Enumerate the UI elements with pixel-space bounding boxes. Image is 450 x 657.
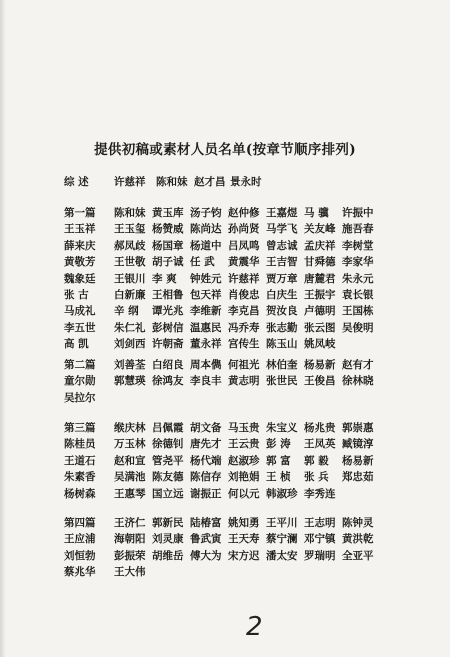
name-cell: 彭 涛 (266, 438, 291, 451)
name-cell: 赵淑珍 (228, 454, 260, 467)
name-cell: 曾志诚 (266, 239, 298, 252)
name-cell: 张云图 (304, 321, 336, 334)
name-cell: 胡子诚 (152, 256, 184, 269)
name-cell: 徐德钊 (152, 438, 184, 451)
name-cell: 刘艳娟 (228, 471, 260, 484)
name-cell: 李家华 (342, 256, 374, 269)
name-cell: 魏象廷 (64, 272, 96, 285)
name-cell: 宋方迟 (228, 549, 260, 562)
name-cell: 李 爽 (152, 272, 177, 285)
section-row (64, 486, 420, 502)
name-cell: 韩淑珍 (266, 487, 298, 500)
name-cell: 周本儁 (190, 359, 222, 371)
name-cell: 黄敬芳 (64, 256, 96, 269)
name-cells (114, 174, 268, 190)
name-cells (64, 271, 380, 287)
section-row (64, 254, 420, 270)
name-cell: 郭 毅 (304, 454, 329, 467)
name-cell: 赵和宣 (114, 454, 146, 467)
name-cells (64, 531, 380, 547)
name-cell: 王济仁 (114, 517, 146, 529)
name-cell: 王俊昌 (304, 375, 336, 388)
name-cell: 王玉玺 (114, 223, 146, 236)
name-cell: 赵仲修 (228, 207, 260, 219)
name-cell: 李维新 (190, 305, 222, 318)
section-part-3 (64, 420, 420, 502)
name-cells (64, 548, 380, 564)
name-cell: 何以元 (228, 487, 260, 500)
section-row (64, 469, 420, 485)
section-label: 第三篇 (64, 422, 96, 434)
name-cell: 管尧平 (152, 454, 184, 467)
name-cell: 王世敬 (114, 256, 146, 269)
name-cell: 白庆生 (266, 288, 298, 301)
name-cell: 傅大为 (190, 549, 222, 562)
name-cell: 朱永元 (342, 272, 374, 285)
name-cell: 王振宇 (304, 288, 336, 301)
name-cell: 张 古 (64, 288, 89, 301)
name-cell: 朱仁礼 (114, 321, 146, 334)
section-row (64, 420, 420, 436)
section-row (64, 320, 420, 336)
section-label: 第二篇 (64, 359, 96, 371)
name-cell: 孙尚贤 (228, 223, 260, 236)
name-cell: 王大伟 (114, 566, 146, 579)
name-cell: 任 武 (190, 256, 215, 269)
name-cell: 贺汝良 (266, 305, 298, 318)
name-cell: 王凤英 (304, 438, 336, 451)
name-cell: 郭新民 (152, 517, 184, 529)
name-cells (64, 238, 380, 254)
section-row (64, 174, 420, 190)
name-cell: 郑忠茹 (342, 471, 374, 484)
section-part-1 (64, 205, 420, 353)
name-cell: 汤子钧 (190, 207, 222, 219)
section-row (64, 205, 420, 221)
name-cell: 白新廉 (114, 288, 146, 301)
name-cell: 白绍良 (152, 359, 184, 371)
name-cell: 关友峰 (304, 223, 336, 236)
name-cell: 马学飞 (266, 223, 298, 236)
name-cell: 许慈祥 (228, 272, 260, 285)
name-cell: 姚凤岐 (304, 338, 336, 351)
name-cell: 杨树森 (64, 487, 96, 500)
name-cell: 李良丰 (190, 375, 222, 388)
name-cell: 刘恒勃 (64, 549, 96, 562)
name-cells (64, 436, 380, 452)
section-label: 综 述 (64, 176, 89, 188)
name-cells (64, 373, 380, 389)
name-cell: 王云贵 (228, 438, 260, 451)
name-cell: 王志明 (304, 517, 336, 529)
name-cell: 许慈祥 (114, 176, 146, 188)
section-label: 第一篇 (64, 207, 96, 219)
name-cell: 许振中 (342, 207, 374, 219)
section-row (64, 436, 420, 452)
name-cells (64, 287, 380, 303)
name-cells (64, 564, 152, 580)
name-cells (64, 254, 380, 270)
name-cell: 王应浦 (64, 533, 96, 546)
name-cell: 王玉祥 (64, 223, 96, 236)
name-cell: 潘太安 (266, 549, 298, 562)
name-cell: 陈信存 (190, 471, 222, 484)
section-row (64, 357, 420, 373)
name-cell: 朱素香 (64, 471, 96, 484)
name-cells (64, 320, 380, 336)
name-cell: 国立远 (152, 487, 184, 500)
name-cell: 冯乔寿 (228, 321, 260, 334)
name-cell: 吕佩霞 (152, 422, 184, 434)
name-cells (114, 205, 380, 221)
name-cell: 陈友德 (152, 471, 184, 484)
name-cell: 施吾春 (342, 223, 374, 236)
section-row (64, 373, 420, 389)
name-cells (114, 357, 380, 373)
name-cell: 黄志明 (228, 375, 260, 388)
name-cell: 彭振荣 (114, 549, 146, 562)
section-part-4 (64, 515, 420, 581)
name-cells (64, 390, 114, 406)
name-cell: 王 桢 (266, 471, 291, 484)
name-cell: 黄玉库 (152, 207, 184, 219)
name-cell: 李秀连 (304, 487, 336, 500)
name-cell: 王相鲁 (152, 288, 184, 301)
name-cell: 陈钟灵 (342, 517, 374, 529)
section-row (64, 564, 420, 580)
name-cell: 唐先才 (190, 438, 222, 451)
name-cell: 郭崇惠 (342, 422, 374, 434)
name-cell: 甘舜德 (304, 256, 336, 269)
name-cell: 张志勤 (266, 321, 298, 334)
name-cell: 林伯奎 (266, 359, 298, 371)
name-cell: 朱宝义 (266, 422, 298, 434)
name-cell: 杨代端 (190, 454, 222, 467)
name-cell: 陆椿富 (190, 517, 222, 529)
name-cell: 彭树信 (152, 321, 184, 334)
section-row (64, 287, 420, 303)
name-cell: 陈桂员 (64, 438, 96, 451)
name-cells (64, 486, 342, 502)
name-cell: 王平川 (266, 517, 298, 529)
name-cell: 马玉贵 (228, 422, 260, 434)
name-cell: 高 凯 (64, 338, 89, 351)
name-cell: 吕凤鸣 (228, 239, 260, 252)
name-cell: 郭慧瑛 (114, 375, 146, 388)
name-cell: 蔡宁澜 (266, 533, 298, 546)
name-cell: 王银川 (114, 272, 146, 285)
name-cell: 王惠琴 (114, 487, 146, 500)
name-cell: 杨国章 (152, 239, 184, 252)
name-cells (64, 303, 380, 319)
name-cell: 黄洪乾 (342, 533, 374, 546)
name-cell: 谢振正 (190, 487, 222, 500)
section-label: 第四篇 (64, 517, 96, 529)
section-row (64, 531, 420, 547)
name-cell: 万玉林 (114, 438, 146, 451)
name-cell: 邓宁镇 (304, 533, 336, 546)
name-cell: 辛 纲 (114, 305, 139, 318)
name-cell: 黄震华 (228, 256, 260, 269)
name-cell: 钟姓元 (190, 272, 222, 285)
name-cell: 唐麓君 (304, 272, 336, 285)
name-cell: 海朝阳 (114, 533, 146, 546)
page-number: 2 (246, 612, 263, 642)
section-row (64, 390, 420, 406)
name-cell: 何祖光 (228, 359, 260, 371)
name-cell: 吴拉尔 (64, 391, 96, 404)
name-cell: 童尔勋 (64, 375, 96, 388)
section-row (64, 548, 420, 564)
name-cell: 马 骥 (304, 207, 329, 219)
name-cell: 刘灵康 (152, 533, 184, 546)
section-row (64, 515, 420, 531)
name-cell: 陈和妹 (114, 207, 146, 219)
page-title: 提供初稿或素材人员名单(按章节顺序排列) (94, 142, 356, 158)
name-cell: 李五世 (64, 321, 96, 334)
section-row (64, 271, 420, 287)
name-cell: 贾万章 (266, 272, 298, 285)
name-cell: 蔡兆华 (64, 566, 96, 579)
name-cell: 缑庆林 (114, 422, 146, 434)
section-row (64, 336, 420, 352)
name-cell: 张 兵 (304, 471, 329, 484)
name-cell: 马成礼 (64, 305, 96, 318)
name-cell: 刘善荃 (114, 359, 146, 371)
name-cell: 郭 富 (266, 454, 291, 467)
name-cell: 杨兆贵 (304, 422, 336, 434)
name-cell: 赵才昌 (194, 176, 226, 188)
name-cell: 王吉智 (266, 256, 298, 269)
name-cell: 徐鸿友 (152, 375, 184, 388)
name-cell: 王嘉煜 (266, 207, 298, 219)
name-cell: 陈和妹 (156, 176, 188, 188)
name-cell: 王道石 (64, 454, 96, 467)
name-cell: 胡文备 (190, 422, 222, 434)
name-cell: 鲁武寅 (190, 533, 222, 546)
name-cell: 刘剑西 (114, 338, 146, 351)
section-row (64, 221, 420, 237)
name-cell: 杨赞威 (152, 223, 184, 236)
name-cell: 臧镜淳 (342, 438, 374, 451)
name-cell: 胡维岳 (152, 549, 184, 562)
name-cell: 李树堂 (342, 239, 374, 252)
name-cell: 郝凤歧 (114, 239, 146, 252)
name-cell: 吴俊明 (342, 321, 374, 334)
section-row (64, 453, 420, 469)
name-cell: 杨易新 (304, 359, 336, 371)
section-part-2 (64, 357, 420, 406)
name-cell: 温惠民 (190, 321, 222, 334)
name-cell: 景永时 (230, 176, 262, 188)
name-cell: 卢德明 (304, 305, 336, 318)
page-edge-shadow (0, 0, 6, 657)
name-cell: 吴满池 (114, 471, 146, 484)
name-cell: 宫传生 (228, 338, 260, 351)
name-cells (64, 453, 380, 469)
name-cell: 全亚平 (342, 549, 374, 562)
name-cell: 张世民 (266, 375, 298, 388)
name-cell: 李克昌 (228, 305, 260, 318)
name-cell: 袁长银 (342, 288, 374, 301)
name-cell: 孟庆祥 (304, 239, 336, 252)
name-cell: 王国栋 (342, 305, 374, 318)
name-cell: 包天祥 (190, 288, 222, 301)
name-cell: 姚知勇 (228, 517, 260, 529)
section-row (64, 238, 420, 254)
name-cell: 王天寿 (228, 533, 260, 546)
section-overview (64, 174, 420, 190)
name-cells (64, 469, 380, 485)
name-cell: 陈玉山 (266, 338, 298, 351)
name-cell: 肖俊忠 (228, 288, 260, 301)
name-cell: 杨易新 (342, 454, 374, 467)
name-cells (114, 420, 380, 436)
section-row (64, 303, 420, 319)
name-cell: 陈尚达 (190, 223, 222, 236)
name-cells (64, 221, 380, 237)
name-cells (64, 336, 342, 352)
name-cell: 谭光兆 (152, 305, 184, 318)
name-cell: 徐林晓 (342, 375, 374, 388)
name-cells (114, 515, 380, 531)
name-cell: 赵有才 (342, 359, 374, 371)
name-cell: 许朝斋 (152, 338, 184, 351)
name-cell: 薛来庆 (64, 239, 96, 252)
name-cell: 董永祥 (190, 338, 222, 351)
name-cell: 罗瑞明 (304, 549, 336, 562)
name-cell: 杨道中 (190, 239, 222, 252)
